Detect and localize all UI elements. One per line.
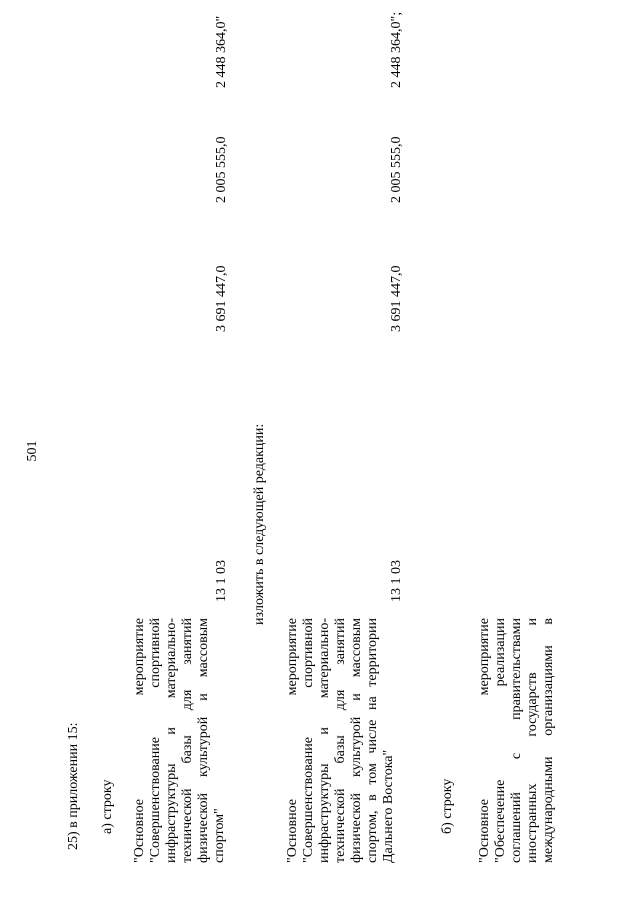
subitem-a-label: а) строку — [100, 779, 115, 834]
row-a-code: 13 1 03 — [214, 560, 229, 602]
row-a-value-1: 3 691 447,0 — [214, 265, 229, 332]
row-a-line: спортом" — [212, 808, 227, 863]
row-new-value-3: 2 448 364,0"; — [389, 11, 404, 88]
row-a-line: "Совершенствование спортивной — [148, 618, 163, 863]
row-new-description — [285, 618, 397, 863]
replace-phrase: изложить в следующей редакции: — [252, 423, 267, 625]
row-b-line: иностранных государств и — [525, 618, 540, 863]
row-a-value-3: 2 448 364,0" — [214, 15, 229, 88]
row-new-value-1: 3 691 447,0 — [389, 265, 404, 332]
row-b-line: "Обеспечение реализации — [493, 618, 508, 863]
page-number: 501 — [25, 440, 40, 462]
row-a-description — [132, 618, 228, 863]
row-a-line: инфраструктуры и материально- — [164, 618, 179, 863]
row-a-line: технической базы для занятий — [180, 618, 195, 863]
row-new-line: физической культурой и массовым — [349, 618, 364, 863]
row-new-line: технической базы для занятий — [333, 618, 348, 863]
row-b-line: соглашений с правительствами — [509, 618, 524, 863]
row-b-line: международными организациями в — [541, 618, 556, 863]
row-new-code: 13 1 03 — [389, 560, 404, 602]
row-b-description — [477, 618, 557, 863]
row-b-line: "Основное мероприятие — [477, 618, 492, 863]
row-new-line: "Совершенствование спортивной — [301, 618, 316, 863]
row-new-line: "Основное мероприятие — [285, 618, 300, 863]
subitem-b-label: б) строку — [440, 778, 455, 834]
row-new-line: спортом, в том числе на территории — [365, 618, 380, 863]
row-a-line: "Основное мероприятие — [132, 618, 147, 863]
item-heading: 25) в приложении 15: — [66, 722, 81, 850]
row-new-value-2: 2 005 555,0 — [389, 136, 404, 203]
row-a-value-2: 2 005 555,0 — [214, 136, 229, 203]
row-new-line: инфраструктуры и материально- — [317, 618, 332, 863]
row-new-line: Дальнего Востока" — [381, 749, 396, 863]
row-a-line: физической культурой и массовым — [196, 618, 211, 863]
